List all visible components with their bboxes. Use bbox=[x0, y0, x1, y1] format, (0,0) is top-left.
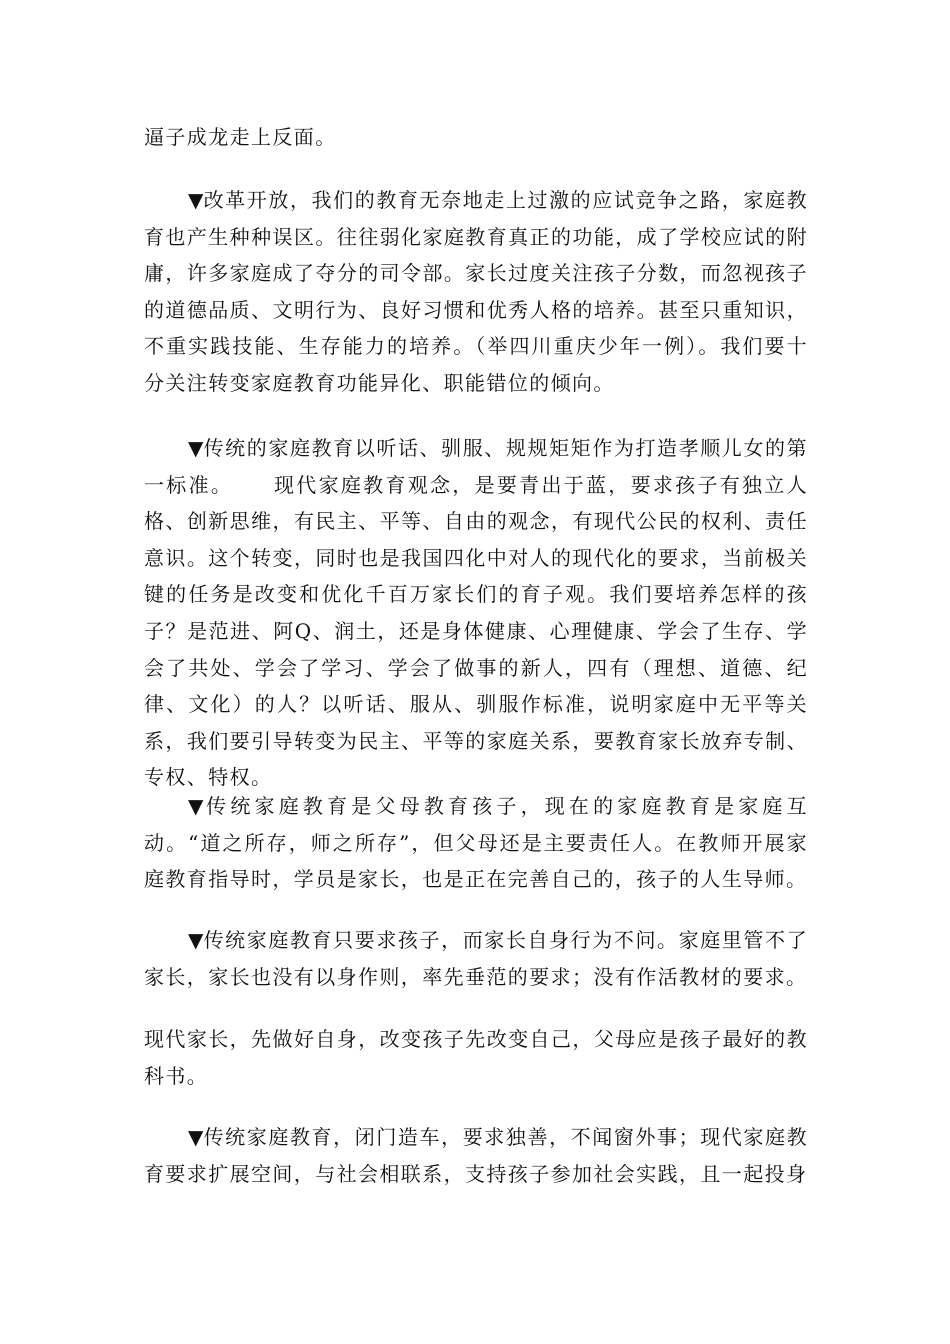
paragraph-text: 现代家长，先做好自身，改变孩子先改变自己，父母应是孩子最好的教科书。 bbox=[144, 1027, 808, 1088]
triangle-bullet-icon: ▼ bbox=[188, 436, 204, 460]
paragraph-interaction bbox=[144, 788, 808, 898]
paragraph-text-b: 现代家庭教育观念，是要青出于蓝，要求孩子有独立人格、创新思维，有民主、平等、自由的观念，有现代公民的权利、责任意识。这个转变，同时也是我国四化中对人的现代化的要求，当前极关键的任务是改变和优化千百万家长们的育子观。我们要培养怎样的孩子？是范进、阿Q、润土，还是身体健康、心理健康、学会了生存、学会了共处、学会了学习、学会了做事的新人，四有（理想、道德、纪律、文化）的人？以听话、服从、驯服作标准，说明家庭中无平等关系，我们要引导转变为民主、平等的家庭关系，要教育家长放弃专制、专权、特权。 bbox=[144, 472, 808, 790]
paragraph-text: 传统家庭教育只要求孩子，而家长自身行为不问。家庭里管不了家长，家长也没有以身作则，率先垂范的要求；没有作活教材的要求。 bbox=[144, 928, 808, 989]
paragraph-text: 传统家庭教育是父母教育孩子，现在的家庭教育是家庭互动。“道之所存，师之所存”，但父母还是主要责任人。在教师开展家庭教育指导时，学员是家长，也是正在完善自己的，孩子的人生导师。 bbox=[144, 794, 808, 892]
triangle-bullet-icon: ▼ bbox=[188, 928, 204, 952]
paragraph-text-a: 传统的家庭教育以听话、驯服、规规矩矩作为打造孝顺儿女的第一标准。 bbox=[144, 436, 808, 497]
paragraph-reform bbox=[144, 182, 808, 402]
triangle-bullet-icon: ▼ bbox=[188, 1125, 204, 1149]
triangle-bullet-icon: ▼ bbox=[188, 188, 204, 212]
paragraph-closed-door bbox=[144, 1119, 808, 1192]
paragraph-modern-parents bbox=[144, 1021, 808, 1094]
paragraph-continuation bbox=[144, 119, 808, 156]
paragraph-parent-behavior bbox=[144, 922, 808, 995]
triangle-bullet-icon: ▼ bbox=[188, 794, 207, 818]
paragraph-text: 改革开放，我们的教育无奈地走上过激的应试竞争之路，家庭教育也产生种种误区。往往弱化家庭教育真正的功能，成了学校应试的附庸，许多家庭成了夺分的司令部。家长过度关注孩子分数，而忽视孩子的道德品质、文明行为、良好习惯和优秀人格的培养。甚至只重知识，不重实践技能、生存能力的培养。（举四川重庆少年一例）。我们要十分关注转变家庭教育功能异化、职能错位的倾向。 bbox=[144, 188, 808, 395]
paragraph-text: 传统家庭教育，闭门造车，要求独善，不闻窗外事；现代家庭教育要求扩展空间，与社会相联系，支持孩子参加社会实践，且一起投身 bbox=[144, 1125, 808, 1186]
document-page bbox=[144, 0, 808, 1344]
paragraph-obedience bbox=[144, 430, 808, 796]
paragraph-text: 逼子成龙走上反面。 bbox=[144, 125, 337, 149]
